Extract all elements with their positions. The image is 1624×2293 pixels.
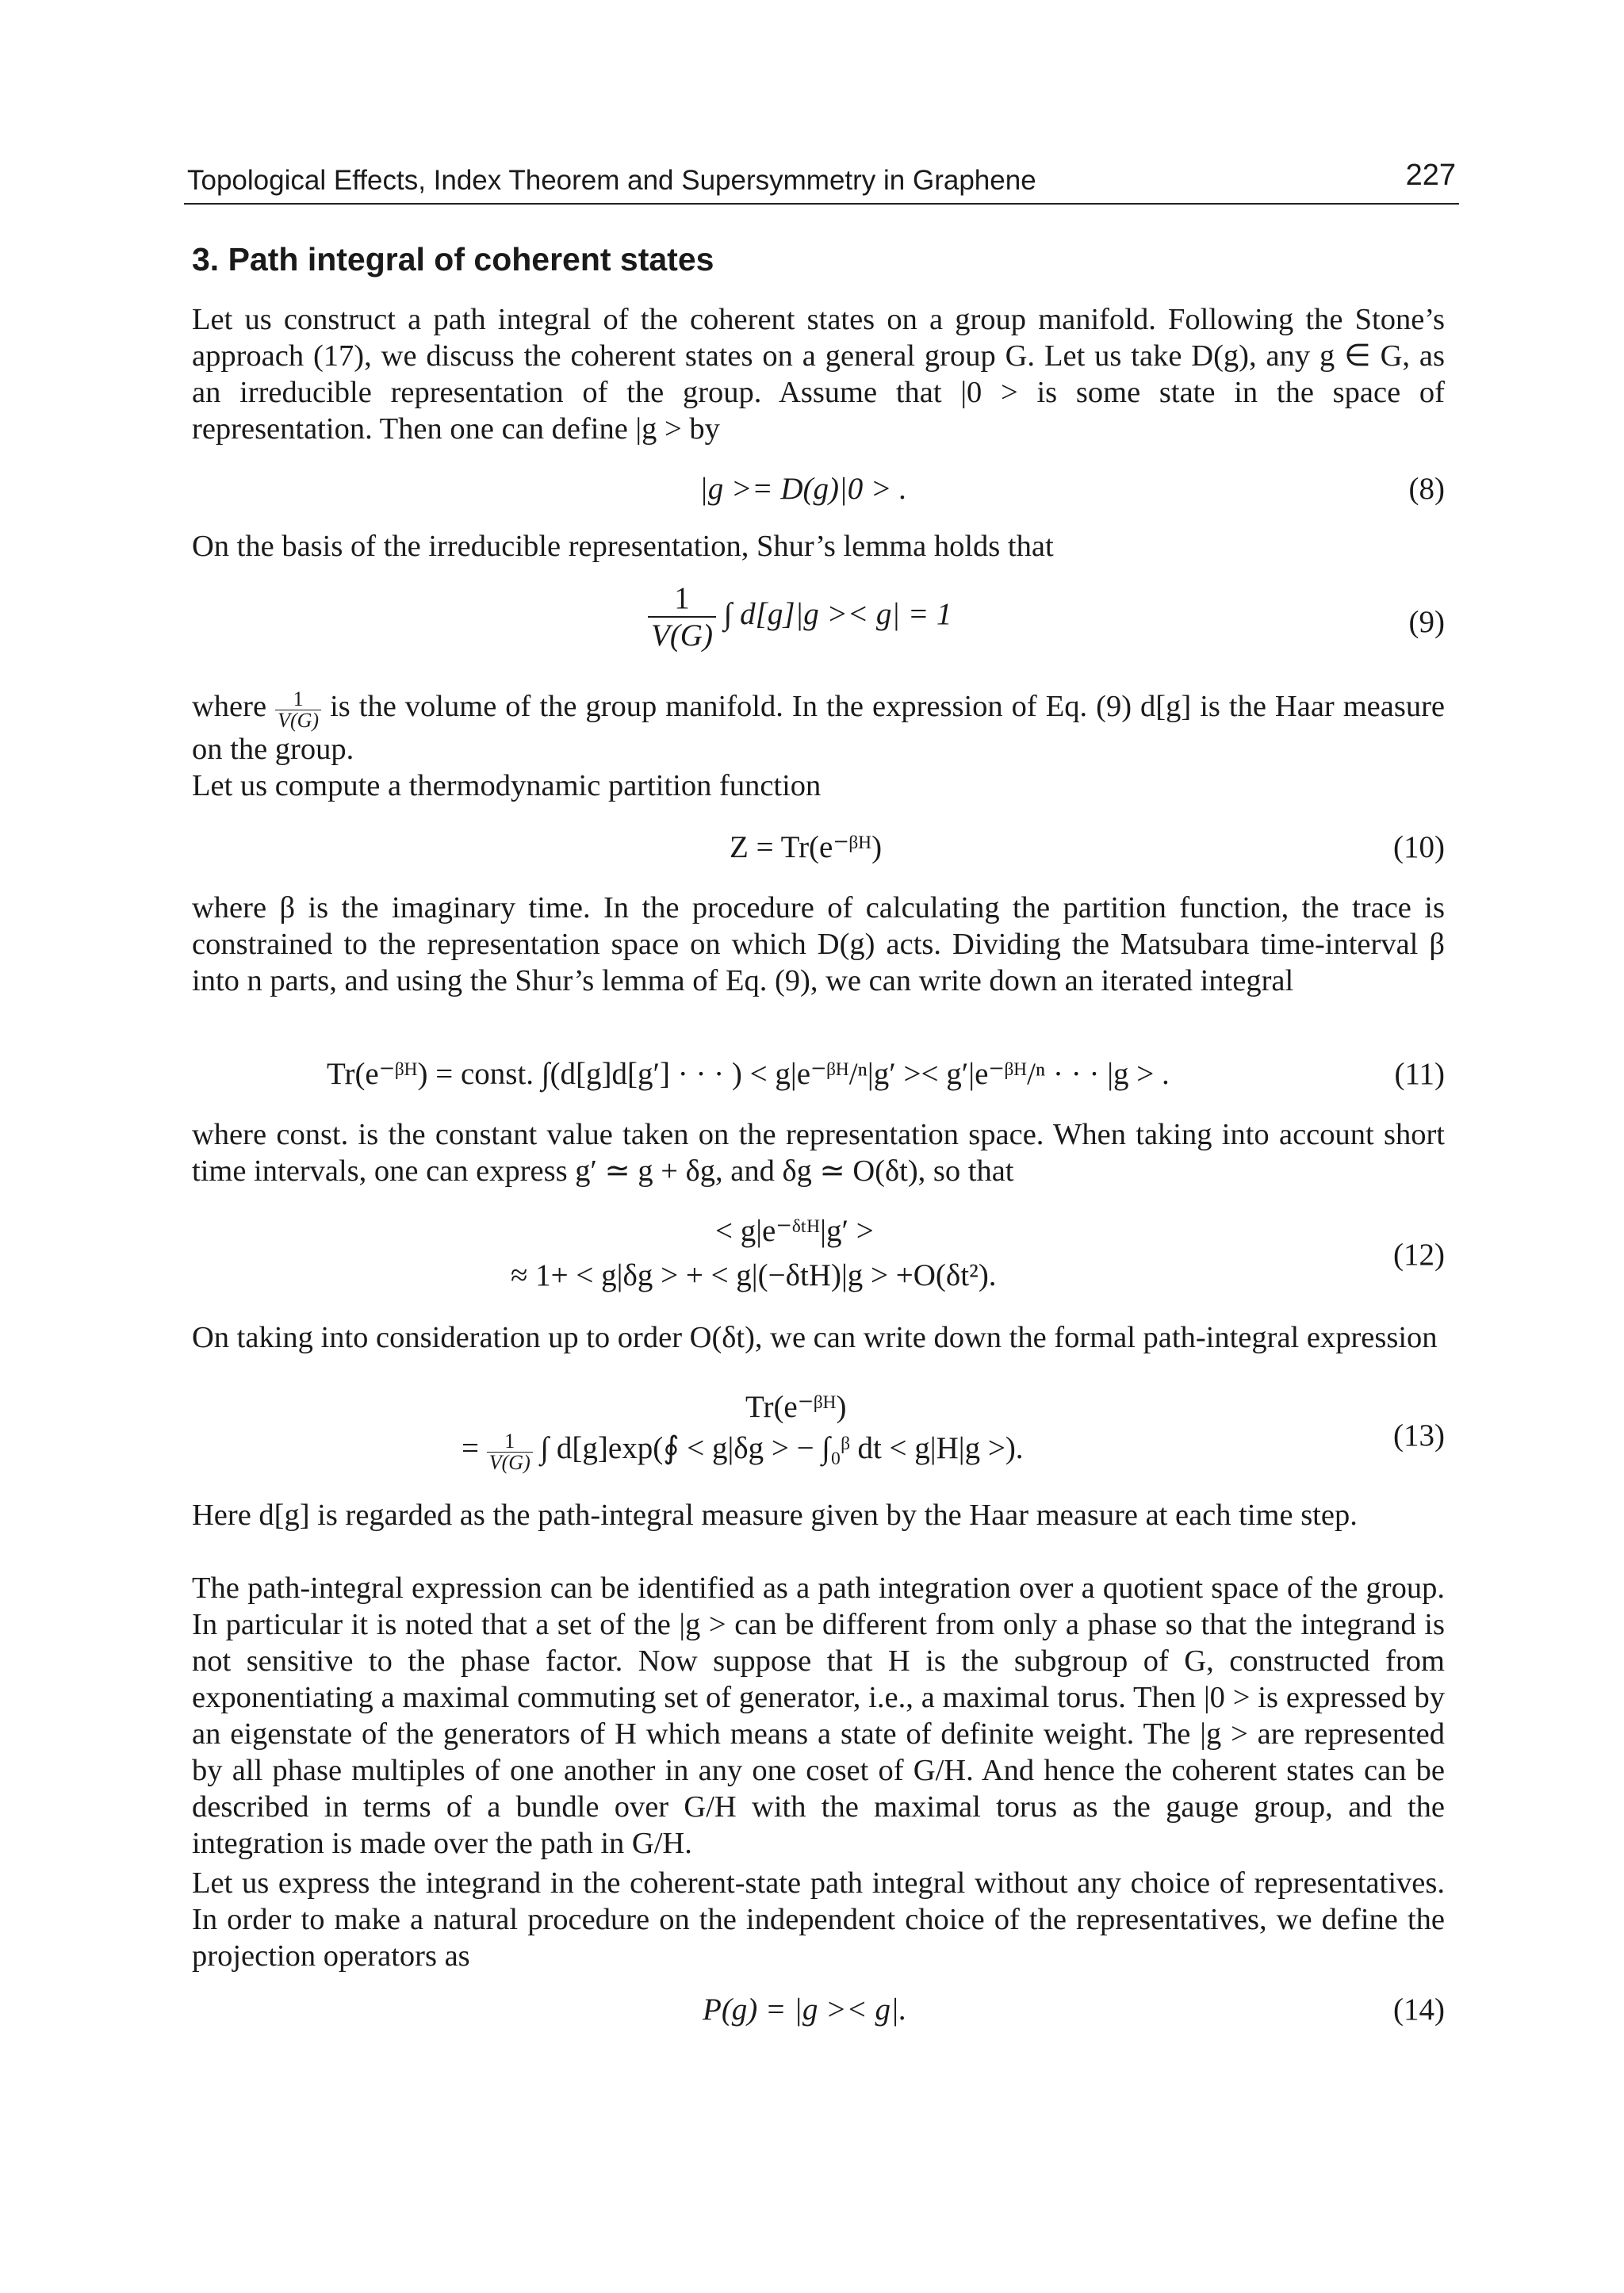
equation-14 (192, 1992, 1445, 2028)
equation-10-number: (10) (1393, 830, 1445, 864)
equation-9 (192, 580, 1445, 668)
volume-text-post: is the volume of the group manifold. In the expression of Eq. (9) d[g] is the Haar measure on the group. (192, 690, 1446, 766)
equation-12-line-1: < g|e⁻ᵟᵗᴴ|g′ > (715, 1214, 874, 1248)
paragraph-imaginary-time: where β is the imaginary time. In the procedure of calculating the partition function, the trace is constrained to the representation space on which D(g) acts. Dividing the Matsubara time-interval β into n parts, and using the Shur’s lemma of Eq. (9), we can write down an iterated integral (192, 891, 1445, 997)
equation-13-body: ∫ d[g]exp(∮ < g|δg > − ∫₀ᵝ dt < g|H|g >). (540, 1431, 1024, 1465)
running-header: Topological Effects, Index Theorem and Supersymmetry in Graphene (187, 165, 1036, 196)
equation-8-body: |g >= D(g)|0 > . (699, 472, 907, 506)
paragraph-quotient-space: The path-integral expression can be identified as a path integration over a quotient space of the group. In particular it is noted that a set of the |g > can be different from only a phase so that the integrand is not sensitive to the phase factor. Now suppose that H is the subgroup of G, constructed from exponentiating a maximal commuting set of generator, i.e., a maximal torus. Then |0 > is expressed by an eigenstate of the generators of H which means a state of definite weight. The |g > are represented by all phase multiples of one another in any one coset of G/H. And hence the coherent states can be described in terms of a bundle over G/H with the maximal torus as the gauge group, and the integration is made over the path in G/H. (192, 1571, 1445, 1860)
paragraph-partition: Let us compute a thermodynamic partition function (192, 769, 822, 802)
volume-fraction-numerator: 1 (275, 689, 321, 710)
equation-13-line-2 (462, 1430, 1024, 1473)
equation-8 (192, 471, 1445, 507)
equation-11-number: (11) (1394, 1057, 1445, 1091)
equation-13 (192, 1389, 1445, 1492)
equation-13-number: (13) (1393, 1418, 1445, 1453)
equation-9-numerator: 1 (648, 580, 716, 618)
equation-9-fraction (648, 580, 716, 653)
paragraph-volume (192, 688, 1445, 768)
page-number: 227 (1405, 159, 1456, 192)
paragraph-intro: Let us construct a path integral of the coherent states on a group manifold. Following the Stone’s approach (17), we discuss the coherent states on a general group G. Let us take D(g), any g ∈ G, as an irreducible representation of the group. Assume that |0 > is some state in the space of representation. Then one can define |g > by (192, 303, 1445, 446)
equation-12-number: (12) (1393, 1238, 1445, 1272)
equation-10-body: Z = Tr(e⁻ᵝᴴ) (730, 830, 883, 864)
equation-9-body: ∫ d[g]|g >< g| = 1 (723, 596, 952, 631)
paragraph-short-time: where const. is the constant value taken on the representation space. When taking into account short time intervals, one can express g′ ≃ g + δg, and δg ≃ O(δt), so that (192, 1118, 1445, 1188)
equation-14-body: P(g) = |g >< g|. (703, 1992, 907, 2027)
equation-8-number: (8) (1408, 472, 1445, 506)
paragraph-representatives: Let us express the integrand in the coherent-state path integral without any choice of representatives. In order to make a natural procedure on the independent choice of the representatives, we define the projection operators as (192, 1866, 1445, 1973)
equation-10 (192, 829, 1445, 866)
equation-11 (192, 1056, 1445, 1093)
equation-11-body: Tr(e⁻ᵝᴴ) = const. ∫(d[g]d[g′] · · · ) < g|e⁻ᵝᴴ/ⁿ|g′ >< g′|e⁻ᵝᴴ/ⁿ · · · |g > . (327, 1057, 1170, 1091)
equation-9-number: (9) (1408, 605, 1445, 639)
equation-13-line-1: Tr(e⁻ᵝᴴ) (745, 1390, 847, 1424)
equation-9-content (648, 580, 952, 653)
equation-14-number: (14) (1393, 1992, 1445, 2027)
equation-13-denominator: V(G) (488, 1451, 530, 1474)
equation-9-denominator: V(G) (651, 618, 713, 653)
volume-fraction (275, 689, 321, 731)
equation-13-fraction (487, 1431, 533, 1473)
paragraph-shur: On the basis of the irreducible representation, Shur’s lemma holds that (192, 530, 1054, 563)
equation-12 (192, 1213, 1445, 1308)
equation-13-equals: = (462, 1431, 479, 1465)
equation-13-numerator: 1 (487, 1431, 533, 1453)
paragraph-order: On taking into consideration up to order O(δt), we can write down the formal path-integral expression (192, 1321, 1438, 1354)
volume-fraction-denominator: V(G) (278, 709, 320, 732)
paragraph-haar-measure: Here d[g] is regarded as the path-integral measure given by the Haar measure at each time step. (192, 1499, 1358, 1532)
section-title: 3. Path integral of coherent states (192, 241, 714, 278)
header-rule (184, 203, 1459, 205)
equation-12-line-2: ≈ 1+ < g|δg > + < g|(−δtH)|g > +O(δt²). (511, 1258, 997, 1292)
volume-text-pre: where (192, 690, 267, 723)
